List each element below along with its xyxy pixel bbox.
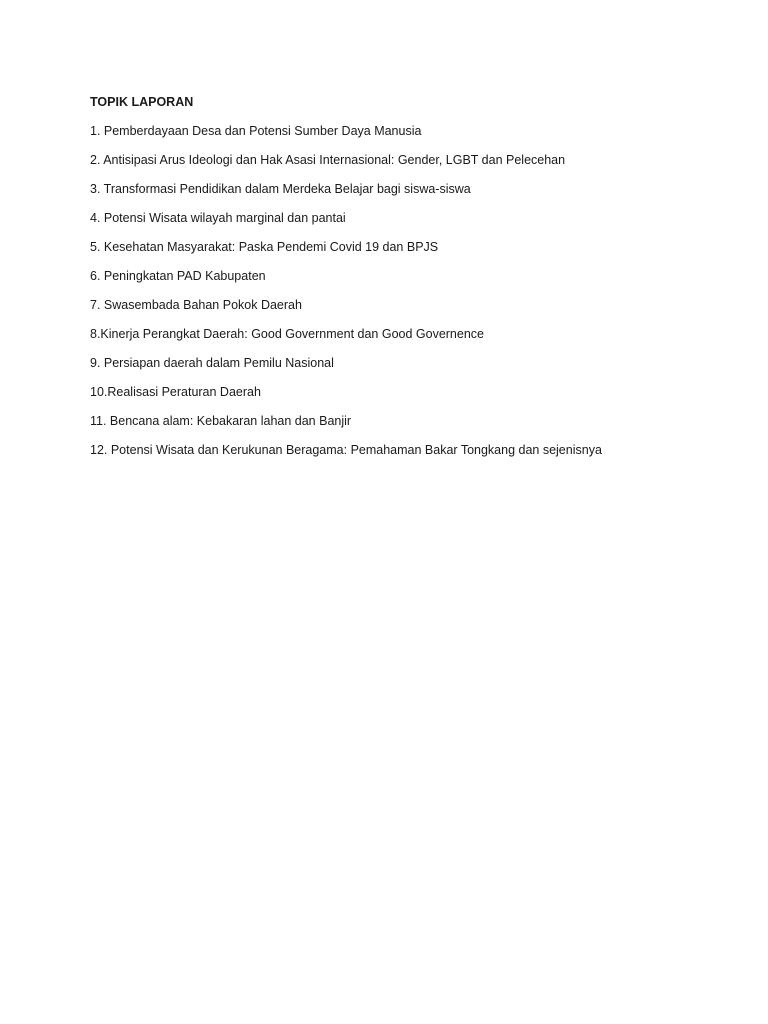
document-content xyxy=(90,94,710,471)
topic-item-5: 5. Kesehatan Masyarakat: Paska Pendemi Covid 19 dan BPJS xyxy=(90,240,439,254)
topic-list xyxy=(90,123,710,458)
topic-item-1: 1. Pemberdayaan Desa dan Potensi Sumber Daya Manusia xyxy=(90,124,422,138)
topic-item-9: 9. Persiapan daerah dalam Pemilu Nasional xyxy=(90,356,334,370)
document-title: TOPIK LAPORAN xyxy=(90,95,194,109)
topic-item-7: 7. Swasembada Bahan Pokok Daerah xyxy=(90,298,302,312)
topic-item-6: 6. Peningkatan PAD Kabupaten xyxy=(90,269,266,283)
topic-item-8: 8.Kinerja Perangkat Daerah: Good Government dan Good Governence xyxy=(90,327,484,341)
topic-item-10: 10.Realisasi Peraturan Daerah xyxy=(90,385,261,399)
topic-item-3: 3. Transformasi Pendidikan dalam Merdeka Belajar bagi siswa-siswa xyxy=(90,182,471,196)
topic-item-4: 4. Potensi Wisata wilayah marginal dan pantai xyxy=(90,211,346,225)
topic-item-2: 2. Antisipasi Arus Ideologi dan Hak Asasi Internasional: Gender, LGBT dan Pelecehan xyxy=(90,153,566,167)
topic-item-12: 12. Potensi Wisata dan Kerukunan Beragama: Pemahaman Bakar Tongkang dan sejenisnya xyxy=(90,443,602,457)
topic-item-11: 11. Bencana alam: Kebakaran lahan dan Banjir xyxy=(90,414,352,428)
